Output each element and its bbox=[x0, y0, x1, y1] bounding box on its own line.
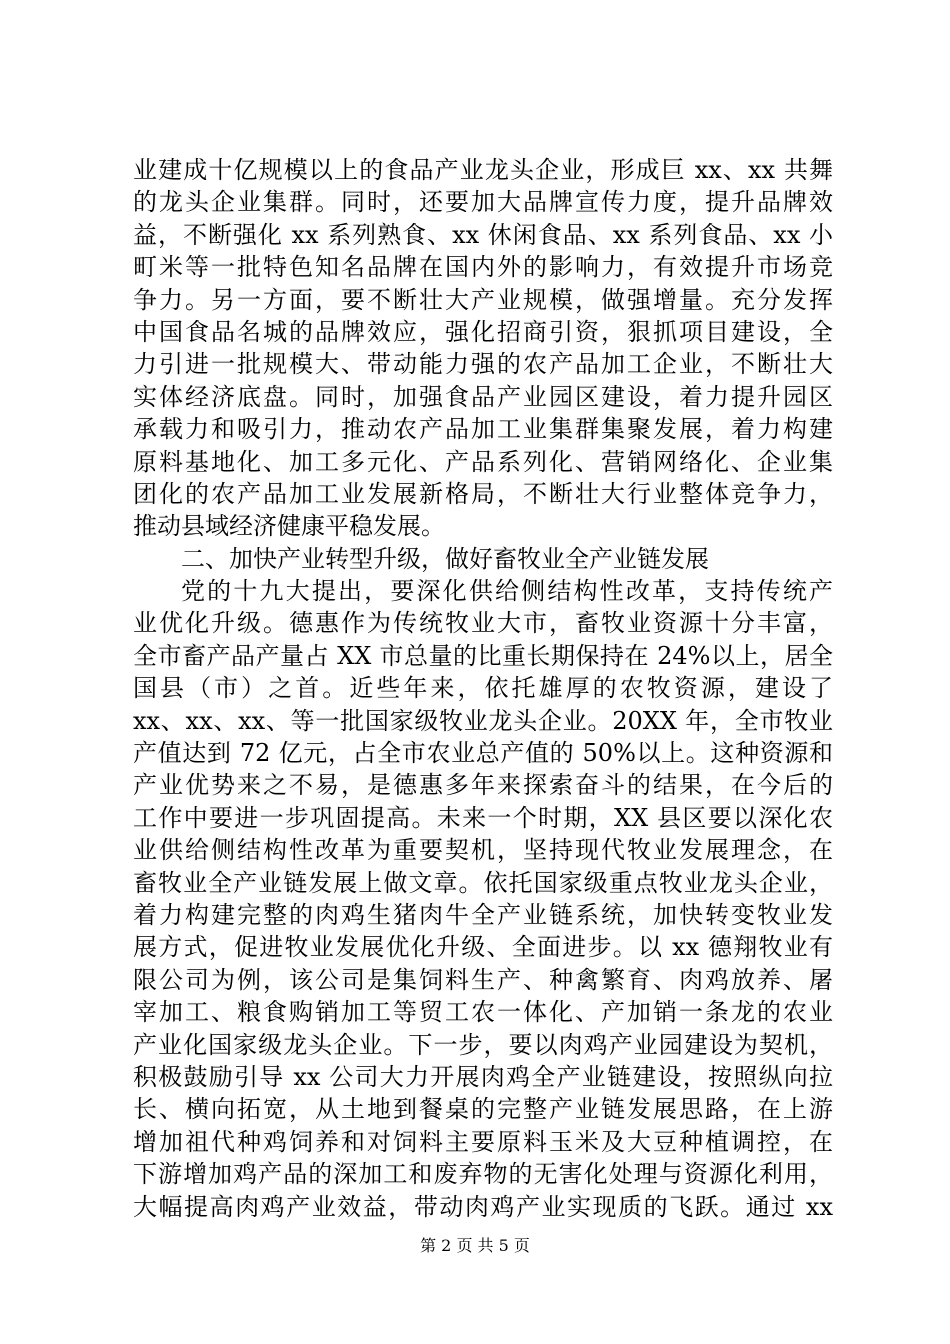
text-line: 工作中要进一步巩固提高。未来一个时期，XX 县区要以深化农 bbox=[133, 803, 833, 832]
text-line: 党的十九大提出，要深化供给侧结构性改革，支持传统产 bbox=[181, 577, 833, 606]
text-line: xx、xx、xx、等一批国家级牧业龙头企业。20XX 年，全市牧业 bbox=[133, 706, 833, 735]
text-line: 业供给侧结构性改革为重要契机，坚持现代牧业发展理念，在 bbox=[133, 836, 833, 865]
text-line: 业优化升级。德惠作为传统牧业大市，畜牧业资源十分丰富， bbox=[133, 609, 833, 638]
text-line: 益，不断强化 xx 系列熟食、xx 休闲食品、xx 系列食品、xx 小 bbox=[133, 220, 833, 249]
text-line: 的龙头企业集群。同时，还要加大品牌宣传力度，提升品牌效 bbox=[133, 188, 833, 217]
text-line: 产业优势来之不易，是德惠多年来探索奋斗的结果，在今后的 bbox=[133, 771, 833, 800]
text-line: 中国食品名城的品牌效应，强化招商引资，狠抓项目建设，全 bbox=[133, 317, 833, 346]
text-line: 宰加工、粮食购销加工等贸工农一体化、产加销一条龙的农业 bbox=[133, 998, 833, 1027]
text-line: 承载力和吸引力，推动农产品加工业集群集聚发展，着力构建 bbox=[133, 415, 833, 444]
text-line: 下游增加鸡产品的深加工和废弃物的无害化处理与资源化利用， bbox=[133, 1160, 833, 1189]
text-line: 推动县域经济健康平稳发展。 bbox=[133, 512, 445, 541]
text-line: 限公司为例，该公司是集饲料生产、种禽繁育、肉鸡放养、屠 bbox=[133, 965, 833, 994]
text-line: 畜牧业全产业链发展上做文章。依托国家级重点牧业龙头企业， bbox=[133, 868, 833, 897]
text-line: 原料基地化、加工多元化、产品系列化、营销网络化、企业集 bbox=[133, 447, 833, 476]
text-line: 争力。另一方面，要不断壮大产业规模，做强增量。充分发挥 bbox=[133, 285, 833, 314]
text-line: 全市畜产品产量占 XX 市总量的比重长期保持在 24%以上，居全 bbox=[133, 641, 833, 670]
text-line: 力引进一批规模大、带动能力强的农产品加工企业，不断壮大 bbox=[133, 350, 833, 379]
body-text bbox=[133, 154, 833, 1223]
page-footer: 第 2 页 共 5 页 bbox=[420, 1236, 530, 1255]
text-line: 町米等一批特色知名品牌在国内外的影响力，有效提升市场竞 bbox=[133, 253, 833, 282]
text-line: 长、横向拓宽，从土地到餐桌的完整产业链发展思路，在上游 bbox=[133, 1095, 833, 1124]
text-line: 实体经济底盘。同时，加强食品产业园区建设，着力提升园区 bbox=[133, 382, 833, 411]
text-line: 积极鼓励引导 xx 公司大力开展肉鸡全产业链建设，按照纵向拉 bbox=[133, 1062, 833, 1091]
text-line: 展方式，促进牧业发展优化升级、全面进步。以 xx 德翔牧业有 bbox=[133, 933, 833, 962]
section-heading: 二、加快产业转型升级，做好畜牧业全产业链发展 bbox=[181, 544, 709, 573]
text-line: 产业化国家级龙头企业。下一步，要以肉鸡产业园建设为契机， bbox=[133, 1030, 833, 1059]
text-line: 产值达到 72 亿元，占全市农业总产值的 50%以上。这种资源和 bbox=[133, 739, 833, 768]
text-line: 业建成十亿规模以上的食品产业龙头企业，形成巨 xx、xx 共舞 bbox=[133, 156, 833, 184]
text-line: 增加祖代种鸡饲养和对饲料主要原料玉米及大豆种植调控，在 bbox=[133, 1127, 833, 1156]
text-line: 国县（市）之首。近些年来，依托雄厚的农牧资源，建设了 bbox=[133, 674, 833, 703]
text-line: 大幅提高肉鸡产业效益，带动肉鸡产业实现质的飞跃。通过 xx bbox=[133, 1192, 833, 1221]
text-line: 着力构建完整的肉鸡生猪肉牛全产业链系统，加快转变牧业发 bbox=[133, 900, 833, 929]
text-line: 团化的农产品加工业发展新格局，不断壮大行业整体竞争力， bbox=[133, 479, 833, 508]
